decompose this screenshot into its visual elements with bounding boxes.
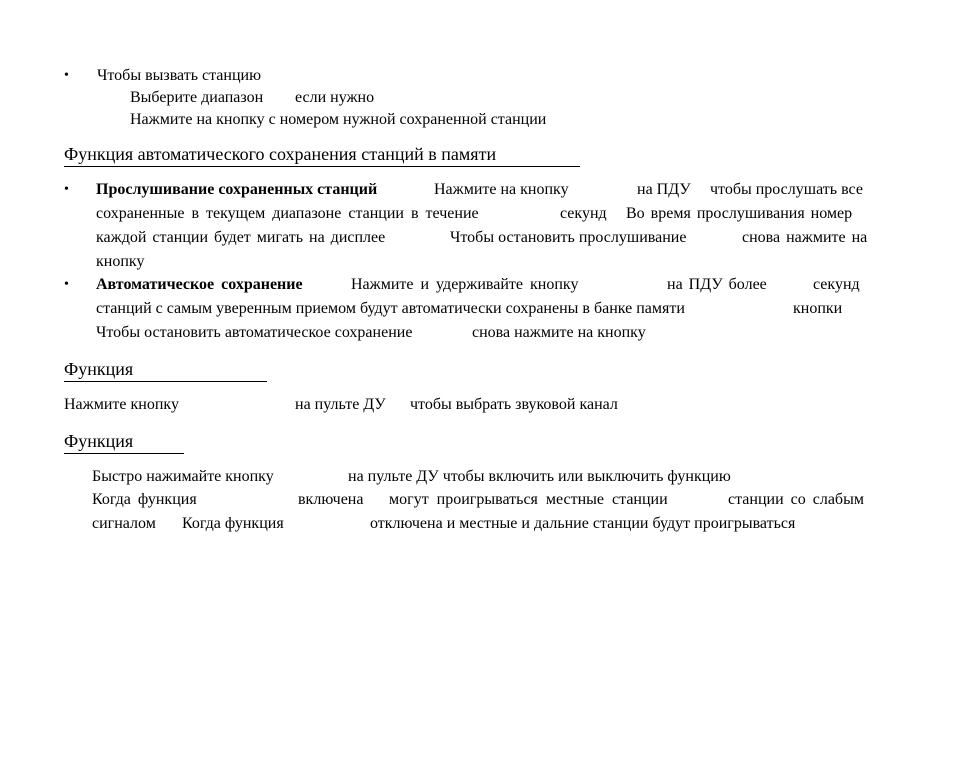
audio-function-heading [64,357,267,382]
preview-text: Чтобы остановить прослушивание [450,229,687,246]
preview-stations-title: Прослушивание сохраненных станций [96,181,378,198]
auto-store-text: на ПДУ более [667,276,767,293]
preview-text: на ПДУ [637,181,691,198]
auto-store-text: Чтобы остановить автоматическое сохранение [96,324,413,341]
preview-text: секунд [560,205,607,222]
auto-store-title: Автоматическое сохранение [96,276,303,293]
local-dx-paragraph [92,466,888,537]
auto-store-text: секунд [813,276,860,293]
local-dx-heading-text: Функция [64,431,134,451]
auto-store-text: Нажмите и удерживайте кнопку [351,276,579,293]
preview-text: каждой станции будет мигать на дисплее [96,229,386,246]
audio-text: чтобы выбрать звуковой канал [410,396,618,413]
local-dx-text: включена [298,491,364,508]
local-dx-text: Когда функция [92,491,197,508]
auto-store-heading-text: Функция автоматического сохранения станций в памяти [64,144,497,164]
local-dx-text: отключена и местные и дальние станции будут проигрываться [370,515,796,532]
preview-text: кнопку [96,253,145,270]
local-dx-text: Быстро нажимайте кнопку [92,468,274,485]
audio-function-heading-text: Функция [64,359,134,379]
auto-store-text: снова нажмите на кнопку [472,324,646,341]
local-dx-text: станции со слабым [728,491,864,508]
audio-text: Нажмите кнопку [64,396,179,413]
auto-store-text: станций с самым уверенным приемом будут автоматически сохранены в банке памяти [96,300,685,317]
local-dx-text: на пульте ДУ чтобы включить или выключить функцию [348,468,731,485]
bullet-marker: • [64,182,69,197]
local-dx-text: могут проигрываться местные станции [389,491,668,508]
bullet-marker: • [64,277,69,292]
preview-stations-item [96,179,888,275]
select-band-text: Выберите диапазон [130,89,264,106]
call-station-title: Чтобы вызвать станцию [97,67,262,84]
local-dx-text: Когда функция [182,515,284,532]
auto-store-item [96,274,888,346]
auto-store-heading [64,142,580,167]
auto-store-text: кнопки [793,300,843,317]
preview-text: сохраненные в текущем диапазоне станции в течение [96,205,479,222]
preview-text: чтобы прослушать все [710,181,863,198]
preview-text: Во время прослушивания номер [626,205,853,222]
preview-text: снова нажмите на [742,229,868,246]
audio-text: на пульте ДУ [295,396,386,413]
bullet-marker: • [64,68,69,83]
if-needed-text: если нужно [295,89,375,106]
local-dx-heading [64,429,184,454]
preview-text: Нажмите на кнопку [434,181,569,198]
local-dx-text: сигналом [92,515,156,532]
press-preset-text: Нажмите на кнопку с номером нужной сохраненной станции [130,111,547,128]
